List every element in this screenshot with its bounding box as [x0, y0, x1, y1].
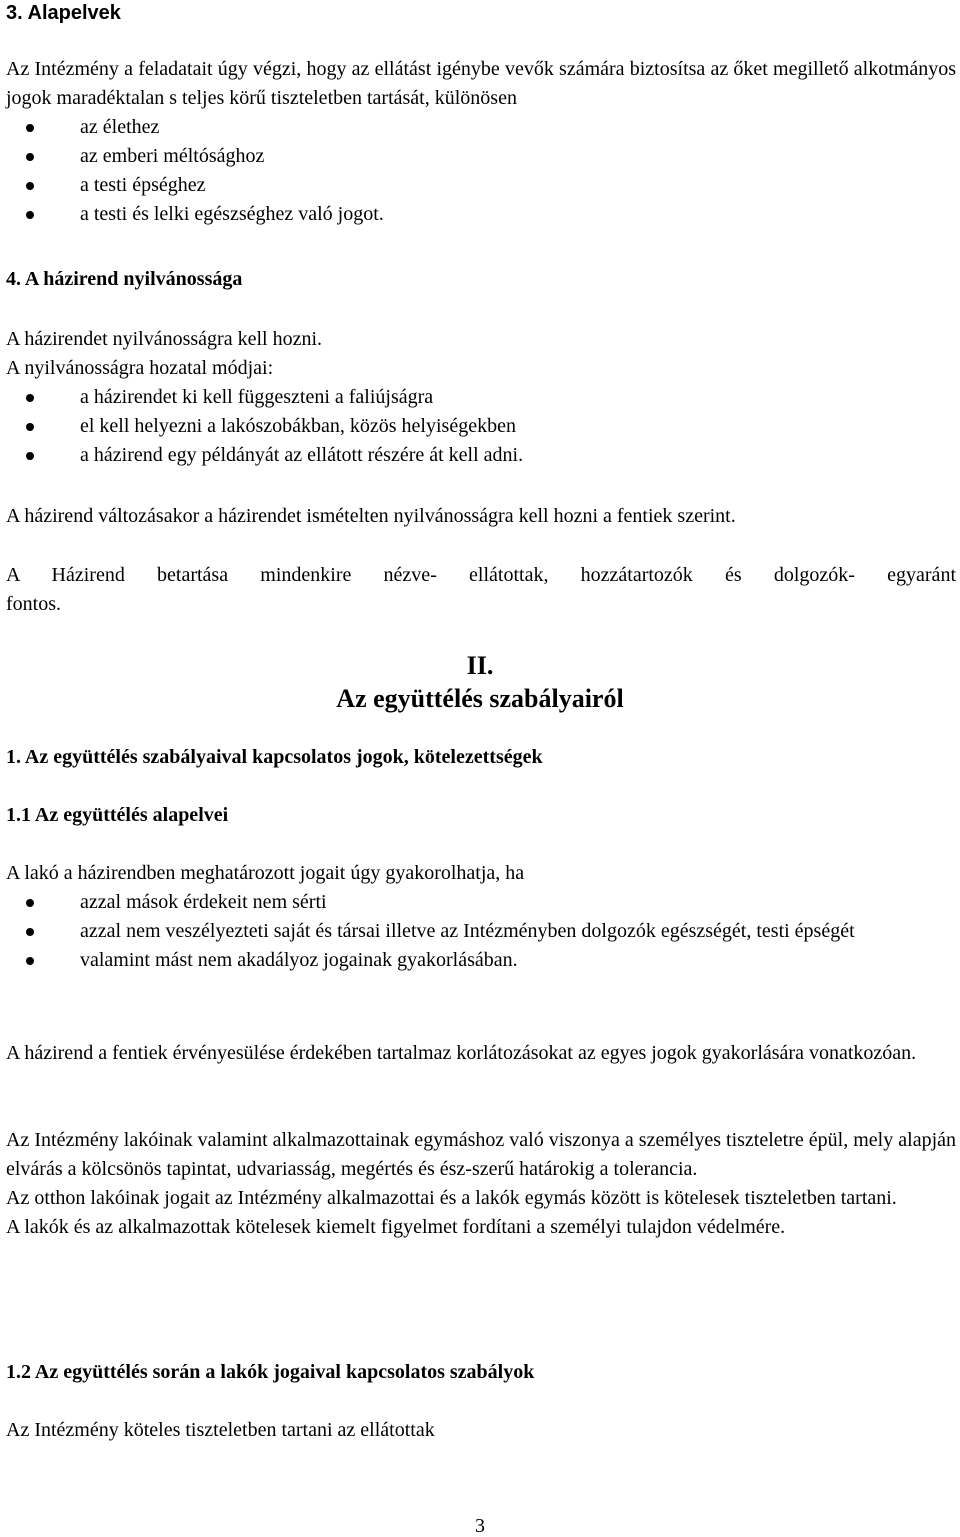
- bullet-icon: [26, 957, 34, 965]
- respect-paragraphs: [6, 1126, 956, 1242]
- list-item: az emberi méltósághoz: [6, 142, 956, 171]
- list-item: a testi és lelki egészséghez való jogot.: [6, 200, 956, 229]
- list-item: azzal mások érdekeit nem sérti: [6, 888, 956, 917]
- bullet-icon: [26, 124, 34, 132]
- section-1-1-body: [6, 859, 956, 975]
- bullet-icon: [26, 153, 34, 161]
- bullet-icon: [26, 394, 34, 402]
- bullet-icon: [26, 211, 34, 219]
- list-item: a házirend egy példányát az ellátott részére át kell adni.: [6, 441, 956, 470]
- section-4-list: [6, 383, 956, 470]
- bullet-icon: [26, 899, 34, 907]
- section-1-heading: 1. Az együttélés szabályaival kapcsolatos jogok, kötelezettségek: [6, 746, 543, 768]
- section-3-list: [6, 113, 956, 229]
- section-4-change-paragraph: A házirend változásakor a házirendet ismételten nyilvánosságra kell hozni a fentiek szerint.: [6, 505, 736, 527]
- section-1-2-intro: Az Intézmény köteles tiszteletben tartani az ellátottak: [6, 1419, 435, 1441]
- bullet-icon: [26, 452, 34, 460]
- section-1-1-heading: 1.1 Az együttélés alapelvei: [6, 804, 229, 826]
- list-item: valamint mást nem akadályoz jogainak gyakorlásában.: [6, 946, 956, 975]
- section-1-1-list: [6, 888, 956, 975]
- bullet-icon: [26, 928, 34, 936]
- list-item: az élethez: [6, 113, 956, 142]
- page-number: 3: [475, 1515, 485, 1537]
- section-4-heading: 4. A házirend nyilvánossága: [6, 268, 243, 290]
- section-1-2-heading: 1.2 Az együttélés során a lakók jogaival kapcsolatos szabályok: [6, 1361, 535, 1383]
- respect-paragraph: Az Intézmény lakóinak valamint alkalmazottainak egymáshoz való viszonya a személyes tiszteletre épül, mely alapján elvárás a kölcsönös tapintat, udvariasság, megértés és ész-szerű határokig a tolerancia.: [6, 1129, 956, 1180]
- list-item: a testi épséghez: [6, 171, 956, 200]
- section-4-body: [6, 325, 956, 470]
- chapter-title: Az együttélés szabályairól: [336, 684, 624, 713]
- section-1-1-intro: A lakó a házirendben meghatározott jogait úgy gyakorolhatja, ha: [6, 862, 525, 884]
- bullet-icon: [26, 182, 34, 190]
- limit-paragraph: A házirend a fentiek érvényesülése érdekében tartalmaz korlátozásokat az egyes jogok gyakorlására vonatkozóan.: [6, 1042, 917, 1064]
- section-3-intro: Az Intézmény a feladatait úgy végzi, hogy az ellátást igénybe vevők számára biztosítsa az őket megillető alkotmányos jogok maradéktalan s teljes körű tiszteletben tartását, különösen: [6, 58, 956, 109]
- section-4-important-paragraph: A Házirend betartása mindenkire nézve- ellátottak, hozzátartozók és dolgozók- egyaránt fontos.: [6, 564, 956, 615]
- section-4-line-1: A házirendet nyilvánosságra kell hozni.: [6, 328, 323, 350]
- list-item: el kell helyezni a lakószobákban, közös helyiségekben: [6, 412, 956, 441]
- bullet-icon: [26, 423, 34, 431]
- section-3-heading: 3. Alapelvek: [6, 2, 121, 24]
- list-item: azzal nem veszélyezteti saját és társai illetve az Intézményben dolgozók egészségét, testi épségét: [6, 917, 956, 946]
- list-item: a házirendet ki kell függeszteni a faliújságra: [6, 383, 956, 412]
- chapter-number: II.: [466, 651, 494, 680]
- attention-paragraph: A lakók és az alkalmazottak kötelesek kiemelt figyelmet fordítani a személyi tulajdon védelmére.: [6, 1216, 786, 1238]
- section-3-body: [6, 55, 956, 229]
- section-4-line-2: A nyilvánosságra hozatal módjai:: [6, 357, 274, 379]
- rights-paragraph: Az otthon lakóinak jogait az Intézmény alkalmazottai és a lakók egymás között is kötelesek tiszteletben tartani.: [6, 1187, 897, 1209]
